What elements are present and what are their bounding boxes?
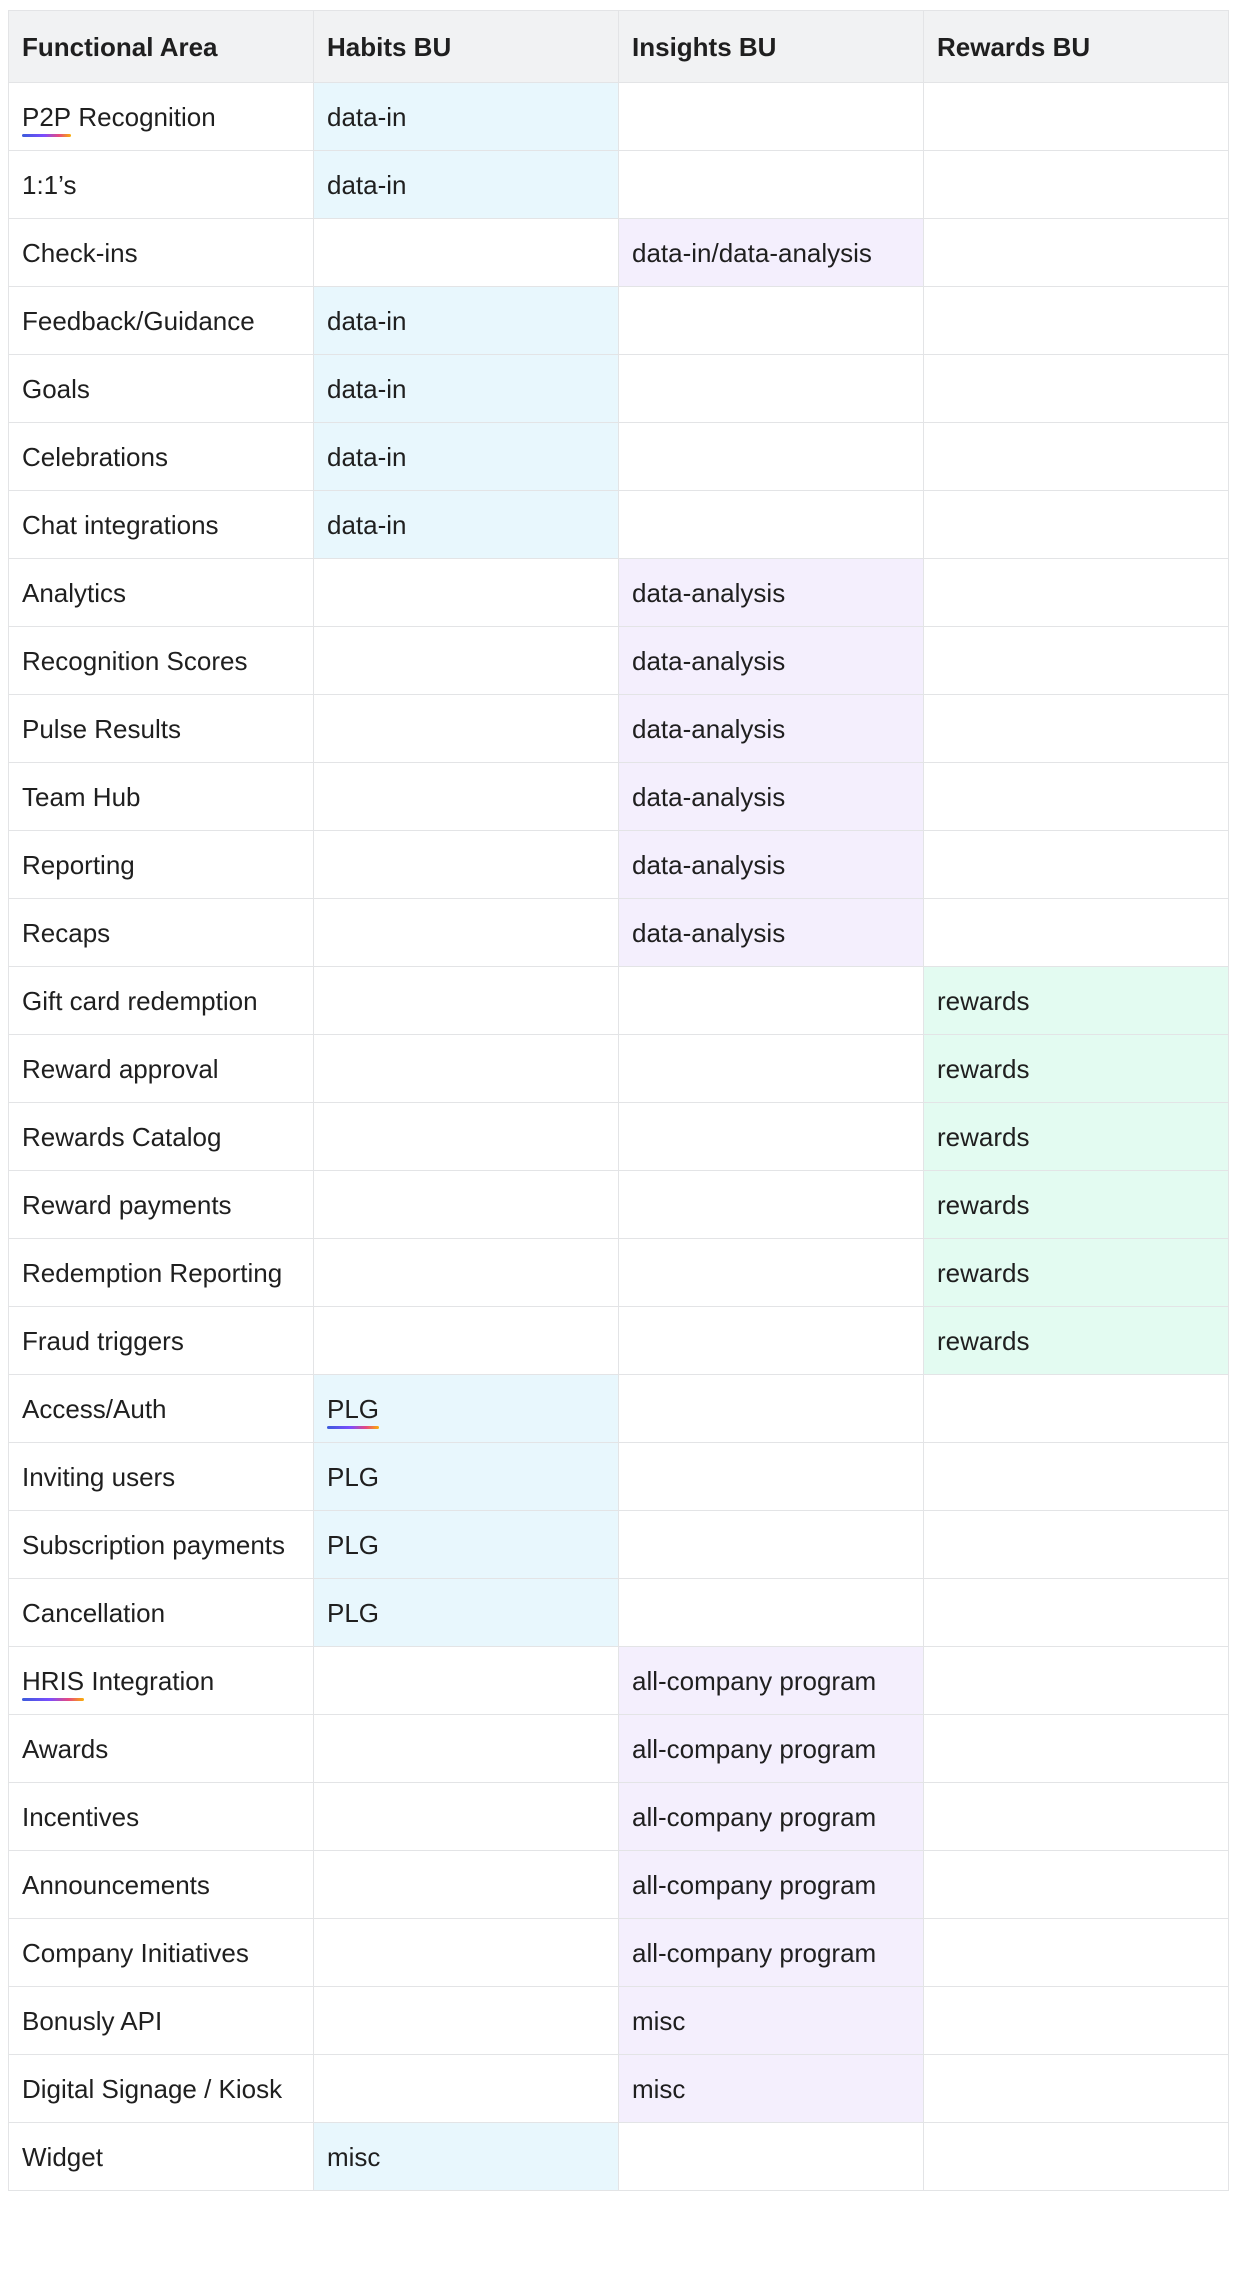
cell-habits-bu[interactable] <box>314 1171 619 1239</box>
cell-insights-bu[interactable]: all-company program <box>619 1715 924 1783</box>
cell-functional-area[interactable] <box>9 1647 314 1715</box>
table-row <box>9 1307 1229 1375</box>
table-row <box>9 1647 1229 1715</box>
cell-habits-bu[interactable]: data-in <box>314 287 619 355</box>
cell-habits-bu[interactable]: PLG <box>314 1579 619 1647</box>
cell-functional-area[interactable]: Analytics <box>9 559 314 627</box>
table-body <box>9 83 1229 2191</box>
cell-functional-area[interactable]: Feedback/Guidance <box>9 287 314 355</box>
table-row <box>9 1239 1229 1307</box>
table-row <box>9 1579 1229 1647</box>
spellcheck-underlined-term: HRIS <box>22 1665 85 1696</box>
header-row <box>9 11 1229 83</box>
cell-habits-bu[interactable]: data-in <box>314 491 619 559</box>
cell-insights-bu[interactable]: data-analysis <box>619 559 924 627</box>
cell-habits-bu[interactable] <box>314 899 619 967</box>
cell-rewards-bu[interactable] <box>924 1375 1229 1443</box>
cell-rewards-bu[interactable]: rewards <box>924 1239 1229 1307</box>
cell-habits-bu[interactable] <box>314 967 619 1035</box>
cell-rewards-bu[interactable] <box>924 219 1229 287</box>
cell-functional-area[interactable]: Subscription payments <box>9 1511 314 1579</box>
spellcheck-underlined-term: P2P <box>22 101 72 132</box>
cell-functional-area[interactable]: Chat integrations <box>9 491 314 559</box>
table-row <box>9 1511 1229 1579</box>
table-row <box>9 967 1229 1035</box>
cell-habits-bu[interactable] <box>314 627 619 695</box>
cell-insights-bu[interactable] <box>619 1375 924 1443</box>
cell-functional-area[interactable]: Inviting users <box>9 1443 314 1511</box>
cell-rewards-bu[interactable]: rewards <box>924 1307 1229 1375</box>
table-row <box>9 627 1229 695</box>
table-row <box>9 423 1229 491</box>
cell-habits-bu[interactable]: PLG <box>314 1443 619 1511</box>
cell-habits-bu[interactable] <box>314 1239 619 1307</box>
cell-insights-bu[interactable]: all-company program <box>619 1783 924 1851</box>
cell-functional-area[interactable]: Company Initiatives <box>9 1919 314 1987</box>
cell-rewards-bu[interactable] <box>924 355 1229 423</box>
cell-rewards-bu[interactable] <box>924 2123 1229 2191</box>
cell-functional-area[interactable]: Bonusly API <box>9 1987 314 2055</box>
cell-habits-bu[interactable] <box>314 2055 619 2123</box>
cell-insights-bu[interactable] <box>619 967 924 1035</box>
cell-insights-bu[interactable]: all-company program <box>619 1851 924 1919</box>
cell-habits-bu[interactable] <box>314 1919 619 1987</box>
cell-habits-bu[interactable] <box>314 763 619 831</box>
table-row <box>9 831 1229 899</box>
cell-functional-area[interactable]: Recognition Scores <box>9 627 314 695</box>
cell-rewards-bu[interactable] <box>924 763 1229 831</box>
cell-rewards-bu[interactable]: rewards <box>924 1103 1229 1171</box>
cell-insights-bu[interactable]: data-analysis <box>619 831 924 899</box>
cell-habits-bu[interactable] <box>314 219 619 287</box>
cell-functional-area[interactable]: Reward payments <box>9 1171 314 1239</box>
table-row <box>9 1443 1229 1511</box>
cell-rewards-bu[interactable] <box>924 695 1229 763</box>
cell-insights-bu[interactable] <box>619 423 924 491</box>
cell-functional-area[interactable]: Rewards Catalog <box>9 1103 314 1171</box>
cell-rewards-bu[interactable] <box>924 491 1229 559</box>
cell-functional-area[interactable]: Team Hub <box>9 763 314 831</box>
cell-insights-bu[interactable] <box>619 1171 924 1239</box>
table-row <box>9 1783 1229 1851</box>
cell-insights-bu[interactable] <box>619 491 924 559</box>
cell-insights-bu[interactable]: data-analysis <box>619 627 924 695</box>
cell-insights-bu[interactable] <box>619 151 924 219</box>
cell-insights-bu[interactable] <box>619 1239 924 1307</box>
table-row <box>9 219 1229 287</box>
cell-functional-area[interactable]: Reporting <box>9 831 314 899</box>
header-rewards-bu[interactable]: Rewards BU <box>924 11 1229 83</box>
cell-insights-bu[interactable] <box>619 1103 924 1171</box>
cell-habits-bu[interactable] <box>314 1715 619 1783</box>
cell-rewards-bu[interactable] <box>924 83 1229 151</box>
cell-functional-area[interactable]: 1:1’s <box>9 151 314 219</box>
cell-rewards-bu[interactable] <box>924 1715 1229 1783</box>
header-habits-bu[interactable]: Habits BU <box>314 11 619 83</box>
table-row <box>9 1171 1229 1239</box>
cell-habits-bu[interactable] <box>314 1375 619 1443</box>
cell-functional-area[interactable]: Celebrations <box>9 423 314 491</box>
cell-habits-bu[interactable] <box>314 1647 619 1715</box>
table-row <box>9 355 1229 423</box>
table-row <box>9 1987 1229 2055</box>
cell-functional-area[interactable]: Goals <box>9 355 314 423</box>
cell-habits-bu[interactable] <box>314 1987 619 2055</box>
table-row <box>9 1919 1229 1987</box>
table-row <box>9 2123 1229 2191</box>
cell-habits-bu[interactable] <box>314 831 619 899</box>
cell-functional-area[interactable]: Awards <box>9 1715 314 1783</box>
cell-functional-area[interactable]: Check-ins <box>9 219 314 287</box>
header-functional-area[interactable]: Functional Area <box>9 11 314 83</box>
cell-insights-bu[interactable]: data-in/data-analysis <box>619 219 924 287</box>
cell-insights-bu[interactable]: data-analysis <box>619 763 924 831</box>
cell-rewards-bu[interactable] <box>924 1647 1229 1715</box>
cell-rewards-bu[interactable] <box>924 899 1229 967</box>
cell-habits-bu[interactable]: PLG <box>314 1511 619 1579</box>
cell-functional-area[interactable]: Redemption Reporting <box>9 1239 314 1307</box>
cell-rewards-bu[interactable]: rewards <box>924 1171 1229 1239</box>
cell-functional-area[interactable]: Incentives <box>9 1783 314 1851</box>
table-row <box>9 2055 1229 2123</box>
table-row <box>9 763 1229 831</box>
cell-insights-bu[interactable] <box>619 2123 924 2191</box>
header-insights-bu[interactable]: Insights BU <box>619 11 924 83</box>
cell-functional-area[interactable]: Widget <box>9 2123 314 2191</box>
table-row <box>9 1851 1229 1919</box>
table-row <box>9 287 1229 355</box>
table-row <box>9 899 1229 967</box>
cell-habits-bu[interactable] <box>314 1103 619 1171</box>
cell-insights-bu[interactable] <box>619 1035 924 1103</box>
cell-insights-bu[interactable] <box>619 287 924 355</box>
cell-habits-bu[interactable] <box>314 1035 619 1103</box>
area-label-rest: Recognition <box>71 101 216 132</box>
cell-rewards-bu[interactable]: rewards <box>924 967 1229 1035</box>
cell-functional-area[interactable]: Gift card redemption <box>9 967 314 1035</box>
cell-habits-bu[interactable]: data-in <box>314 423 619 491</box>
cell-habits-bu[interactable] <box>314 1307 619 1375</box>
table-row <box>9 1375 1229 1443</box>
cell-insights-bu[interactable] <box>619 1443 924 1511</box>
cell-functional-area[interactable]: Pulse Results <box>9 695 314 763</box>
cell-habits-bu[interactable]: data-in <box>314 151 619 219</box>
table-row <box>9 83 1229 151</box>
table-row <box>9 491 1229 559</box>
cell-habits-bu[interactable]: data-in <box>314 355 619 423</box>
cell-insights-bu[interactable]: misc <box>619 1987 924 2055</box>
cell-functional-area[interactable]: Announcements <box>9 1851 314 1919</box>
cell-habits-bu[interactable] <box>314 1783 619 1851</box>
cell-rewards-bu[interactable] <box>924 1783 1229 1851</box>
cell-rewards-bu[interactable] <box>924 1851 1229 1919</box>
cell-insights-bu[interactable] <box>619 83 924 151</box>
cell-rewards-bu[interactable] <box>924 287 1229 355</box>
cell-insights-bu[interactable] <box>619 1511 924 1579</box>
cell-insights-bu[interactable] <box>619 1307 924 1375</box>
cell-functional-area[interactable] <box>9 83 314 151</box>
cell-insights-bu[interactable]: all-company program <box>619 1647 924 1715</box>
spellcheck-underlined-term: PLG <box>327 1393 380 1424</box>
cell-functional-area[interactable]: Cancellation <box>9 1579 314 1647</box>
cell-insights-bu[interactable]: all-company program <box>619 1919 924 1987</box>
cell-functional-area[interactable]: Fraud triggers <box>9 1307 314 1375</box>
cell-habits-bu[interactable]: data-in <box>314 83 619 151</box>
table-row <box>9 559 1229 627</box>
cell-insights-bu[interactable]: data-analysis <box>619 899 924 967</box>
functional-area-table <box>8 10 1229 2191</box>
cell-habits-bu[interactable] <box>314 1851 619 1919</box>
cell-insights-bu[interactable] <box>619 355 924 423</box>
cell-rewards-bu[interactable] <box>924 559 1229 627</box>
cell-rewards-bu[interactable]: rewards <box>924 1035 1229 1103</box>
cell-functional-area[interactable]: Reward approval <box>9 1035 314 1103</box>
area-label-rest: Integration <box>84 1665 215 1696</box>
cell-insights-bu[interactable] <box>619 1579 924 1647</box>
cell-habits-bu[interactable]: misc <box>314 2123 619 2191</box>
cell-habits-bu[interactable] <box>314 695 619 763</box>
cell-rewards-bu[interactable] <box>924 2055 1229 2123</box>
table-row <box>9 1103 1229 1171</box>
cell-rewards-bu[interactable] <box>924 1919 1229 1987</box>
cell-habits-bu[interactable] <box>314 559 619 627</box>
cell-rewards-bu[interactable] <box>924 423 1229 491</box>
cell-functional-area[interactable]: Digital Signage / Kiosk <box>9 2055 314 2123</box>
cell-functional-area[interactable]: Recaps <box>9 899 314 967</box>
table-row <box>9 695 1229 763</box>
cell-rewards-bu[interactable] <box>924 1443 1229 1511</box>
cell-rewards-bu[interactable] <box>924 831 1229 899</box>
cell-rewards-bu[interactable] <box>924 1511 1229 1579</box>
cell-insights-bu[interactable]: misc <box>619 2055 924 2123</box>
cell-rewards-bu[interactable] <box>924 1579 1229 1647</box>
table-row <box>9 151 1229 219</box>
cell-insights-bu[interactable]: data-analysis <box>619 695 924 763</box>
cell-rewards-bu[interactable] <box>924 1987 1229 2055</box>
table-row <box>9 1715 1229 1783</box>
cell-rewards-bu[interactable] <box>924 151 1229 219</box>
cell-functional-area[interactable]: Access/Auth <box>9 1375 314 1443</box>
cell-rewards-bu[interactable] <box>924 627 1229 695</box>
table-row <box>9 1035 1229 1103</box>
